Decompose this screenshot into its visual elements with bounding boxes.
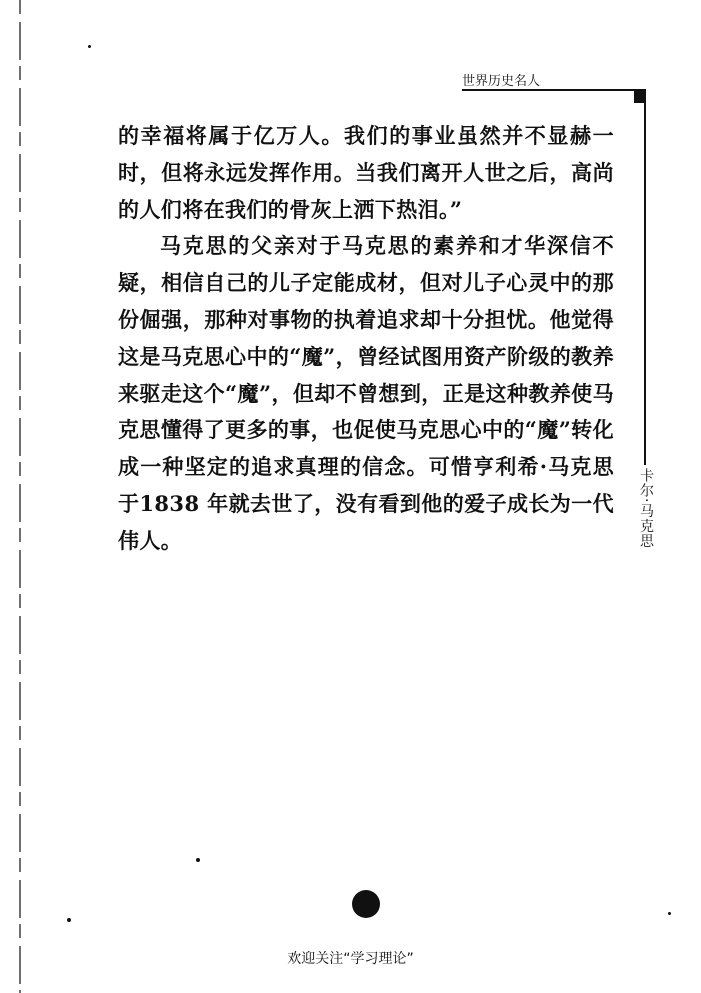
speck bbox=[196, 858, 200, 862]
side-rule bbox=[644, 100, 646, 465]
left-margin-rule bbox=[19, 0, 21, 993]
header-rule bbox=[462, 89, 646, 91]
page-body bbox=[118, 118, 614, 560]
speck bbox=[88, 45, 91, 48]
speck bbox=[668, 912, 671, 915]
footer-note: 欢迎关注“学习理论” bbox=[287, 951, 414, 967]
side-chapter-label: 卡尔·马克思 bbox=[638, 468, 654, 549]
speck bbox=[67, 918, 71, 922]
ink-blot bbox=[352, 890, 380, 918]
paragraph-continuation: 的幸福将属于亿万人。我们的事业虽然并不显赫一时，但将永远发挥作用。当我们离开人世之后，高尚的人们将在我们的骨灰上洒下热泪。” bbox=[118, 123, 614, 222]
running-header: 世界历史名人 bbox=[462, 74, 541, 89]
paragraph: 马克思的父亲对于马克思的素养和才华深信不疑，相信自己的儿子定能成材，但对儿子心灵中的那份倔强，那种对事物的执着追求却十分担忧。他觉得这是马克思心中的“魔”，曾经试图用资产阶级的教养来驱走这个“魔”，但却不曾想到，正是这种教养使马克思懂得了更多的事，也促使马克思心中的“魔”转化成一种坚定的追求真理的信念。可惜亨利希·马克思于1838 年就去世了，没有看到他的爱子成长为一代伟人。 bbox=[118, 233, 614, 553]
